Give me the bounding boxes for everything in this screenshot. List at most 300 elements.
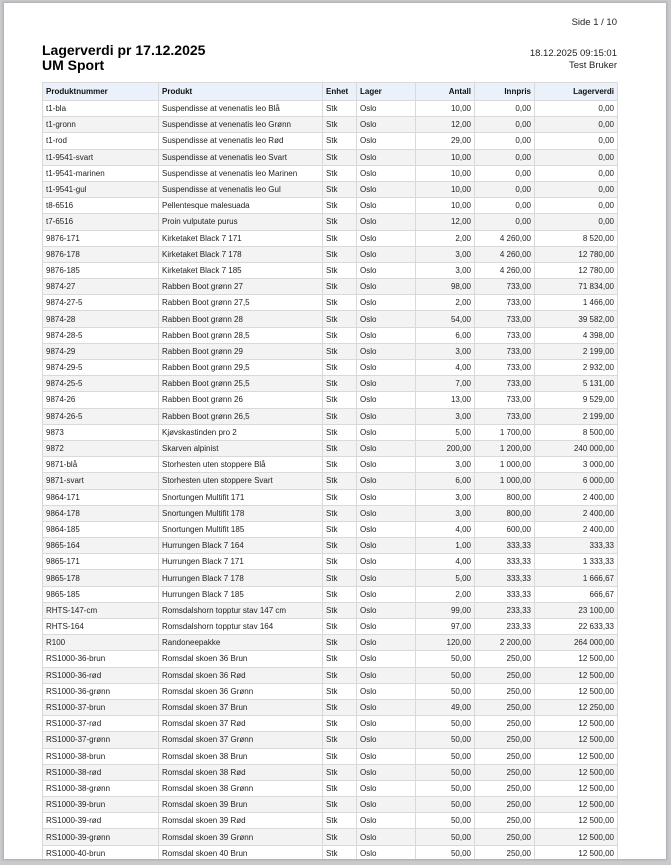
cell-antall: 3,00 — [416, 408, 475, 424]
table-row — [43, 198, 618, 214]
cell-lagerverdi: 12 500,00 — [535, 764, 618, 780]
cell-innpris: 250,00 — [475, 845, 535, 859]
cell-lagerverdi: 0,00 — [535, 165, 618, 181]
table-row — [43, 149, 618, 165]
cell-antall: 50,00 — [416, 813, 475, 829]
cell-produkt: Suspendisse at venenatis leo Marinen — [159, 165, 323, 181]
cell-enhet: Stk — [323, 554, 357, 570]
column-header-lager: Lager — [357, 83, 416, 101]
cell-antall: 49,00 — [416, 699, 475, 715]
cell-innpris: 250,00 — [475, 716, 535, 732]
report-title: Lagerverdi pr 17.12.2025 — [42, 42, 206, 58]
cell-produktnummer: 9865-185 — [43, 586, 159, 602]
cell-enhet: Stk — [323, 198, 357, 214]
table-row — [43, 408, 618, 424]
cell-lagerverdi: 0,00 — [535, 133, 618, 149]
cell-produktnummer: RHTS-164 — [43, 619, 159, 635]
cell-produktnummer: 9876-185 — [43, 262, 159, 278]
table-row — [43, 538, 618, 554]
cell-innpris: 333,33 — [475, 538, 535, 554]
cell-antall: 97,00 — [416, 619, 475, 635]
table-row — [43, 262, 618, 278]
cell-antall: 3,00 — [416, 343, 475, 359]
cell-lagerverdi: 8 520,00 — [535, 230, 618, 246]
cell-enhet: Stk — [323, 813, 357, 829]
table-row — [43, 667, 618, 683]
cell-lager: Oslo — [357, 619, 416, 635]
table-row — [43, 117, 618, 133]
cell-produktnummer: 9874-29 — [43, 343, 159, 359]
cell-produkt: Romsdal skoen 36 Brun — [159, 651, 323, 667]
cell-antall: 6,00 — [416, 327, 475, 343]
cell-lagerverdi: 12 500,00 — [535, 667, 618, 683]
cell-lager: Oslo — [357, 360, 416, 376]
cell-lager: Oslo — [357, 845, 416, 859]
cell-enhet: Stk — [323, 780, 357, 796]
cell-antall: 10,00 — [416, 165, 475, 181]
cell-produkt: Romsdal skoen 38 Brun — [159, 748, 323, 764]
cell-lagerverdi: 9 529,00 — [535, 392, 618, 408]
cell-produkt: Suspendisse at venenatis leo Rød — [159, 133, 323, 149]
cell-lager: Oslo — [357, 813, 416, 829]
cell-produktnummer: RS1000-38-rød — [43, 764, 159, 780]
cell-antall: 98,00 — [416, 279, 475, 295]
cell-lager: Oslo — [357, 602, 416, 618]
report-title-block — [42, 43, 205, 73]
cell-lager: Oslo — [357, 538, 416, 554]
table-row — [43, 845, 618, 859]
cell-produkt: Suspendisse at venenatis leo Gul — [159, 181, 323, 197]
cell-produktnummer: RHTS-147-cm — [43, 602, 159, 618]
cell-produktnummer: 9876-171 — [43, 230, 159, 246]
table-row — [43, 554, 618, 570]
cell-produktnummer: 9864-185 — [43, 521, 159, 537]
cell-innpris: 4 260,00 — [475, 246, 535, 262]
cell-enhet: Stk — [323, 424, 357, 440]
cell-produkt: Romsdal skoen 36 Grønn — [159, 683, 323, 699]
cell-antall: 50,00 — [416, 732, 475, 748]
cell-innpris: 1 000,00 — [475, 457, 535, 473]
cell-enhet: Stk — [323, 101, 357, 117]
cell-enhet: Stk — [323, 845, 357, 859]
cell-lager: Oslo — [357, 101, 416, 117]
cell-lager: Oslo — [357, 570, 416, 586]
cell-produkt: Romsdalshorn topptur stav 147 cm — [159, 602, 323, 618]
cell-innpris: 0,00 — [475, 198, 535, 214]
cell-antall: 6,00 — [416, 473, 475, 489]
cell-produktnummer: 9874-26-5 — [43, 408, 159, 424]
table-row — [43, 343, 618, 359]
cell-antall: 50,00 — [416, 716, 475, 732]
cell-produkt: Romsdal skoen 39 Grønn — [159, 829, 323, 845]
column-header-produkt: Produkt — [159, 83, 323, 101]
cell-antall: 3,00 — [416, 489, 475, 505]
cell-innpris: 733,00 — [475, 343, 535, 359]
table-row — [43, 473, 618, 489]
cell-innpris: 733,00 — [475, 376, 535, 392]
cell-enhet: Stk — [323, 635, 357, 651]
cell-lagerverdi: 12 500,00 — [535, 683, 618, 699]
cell-produktnummer: 9865-164 — [43, 538, 159, 554]
cell-antall: 50,00 — [416, 845, 475, 859]
cell-produkt: Suspendisse at venenatis leo Grønn — [159, 117, 323, 133]
cell-lagerverdi: 6 000,00 — [535, 473, 618, 489]
cell-lagerverdi: 0,00 — [535, 198, 618, 214]
cell-produktnummer: RS1000-37-grønn — [43, 732, 159, 748]
cell-enhet: Stk — [323, 343, 357, 359]
cell-produkt: Rabben Boot grønn 26,5 — [159, 408, 323, 424]
report-user: Test Bruker — [568, 59, 617, 71]
cell-lager: Oslo — [357, 748, 416, 764]
cell-lager: Oslo — [357, 133, 416, 149]
cell-produkt: Romsdal skoen 39 Rød — [159, 813, 323, 829]
cell-lagerverdi: 39 582,00 — [535, 311, 618, 327]
cell-produkt: Rabben Boot grønn 26 — [159, 392, 323, 408]
cell-produkt: Kirketaket Black 7 171 — [159, 230, 323, 246]
cell-antall: 1,00 — [416, 538, 475, 554]
cell-enhet: Stk — [323, 716, 357, 732]
table-row — [43, 732, 618, 748]
cell-lager: Oslo — [357, 165, 416, 181]
cell-antall: 10,00 — [416, 149, 475, 165]
cell-lagerverdi: 264 000,00 — [535, 635, 618, 651]
cell-innpris: 733,00 — [475, 392, 535, 408]
cell-produkt: Rabben Boot grønn 29,5 — [159, 360, 323, 376]
cell-innpris: 733,00 — [475, 279, 535, 295]
table-row — [43, 748, 618, 764]
cell-produkt: Storhesten uten stoppere Svart — [159, 473, 323, 489]
cell-produkt: Rabben Boot grønn 27 — [159, 279, 323, 295]
cell-antall: 2,00 — [416, 230, 475, 246]
cell-produktnummer: RS1000-36-brun — [43, 651, 159, 667]
cell-antall: 4,00 — [416, 360, 475, 376]
cell-enhet: Stk — [323, 489, 357, 505]
cell-lagerverdi: 666,67 — [535, 586, 618, 602]
cell-enhet: Stk — [323, 440, 357, 456]
cell-lager: Oslo — [357, 424, 416, 440]
cell-produktnummer: 9873 — [43, 424, 159, 440]
table-row — [43, 780, 618, 796]
cell-enhet: Stk — [323, 748, 357, 764]
cell-antall: 50,00 — [416, 748, 475, 764]
cell-enhet: Stk — [323, 505, 357, 521]
cell-lager: Oslo — [357, 683, 416, 699]
cell-innpris: 333,33 — [475, 586, 535, 602]
cell-produkt: Rabben Boot grønn 28 — [159, 311, 323, 327]
cell-produktnummer: 9865-178 — [43, 570, 159, 586]
cell-enhet: Stk — [323, 327, 357, 343]
cell-produktnummer: t1-9541-svart — [43, 149, 159, 165]
cell-lager: Oslo — [357, 279, 416, 295]
cell-produkt: Randoneepakke — [159, 635, 323, 651]
table-row — [43, 586, 618, 602]
cell-antall: 29,00 — [416, 133, 475, 149]
table-row — [43, 279, 618, 295]
cell-lagerverdi: 5 131,00 — [535, 376, 618, 392]
cell-innpris: 2 200,00 — [475, 635, 535, 651]
cell-produkt: Snortungen Multifit 178 — [159, 505, 323, 521]
cell-enhet: Stk — [323, 262, 357, 278]
cell-lager: Oslo — [357, 797, 416, 813]
table-row — [43, 797, 618, 813]
table-row — [43, 165, 618, 181]
table-row — [43, 246, 618, 262]
cell-lagerverdi: 4 398,00 — [535, 327, 618, 343]
table-row — [43, 813, 618, 829]
cell-antall: 10,00 — [416, 101, 475, 117]
cell-lager: Oslo — [357, 311, 416, 327]
cell-produktnummer: RS1000-38-grønn — [43, 780, 159, 796]
cell-produktnummer: RS1000-39-rød — [43, 813, 159, 829]
cell-produkt: Romsdal skoen 37 Rød — [159, 716, 323, 732]
cell-antall: 7,00 — [416, 376, 475, 392]
cell-produktnummer: 9874-27-5 — [43, 295, 159, 311]
cell-lagerverdi: 2 400,00 — [535, 505, 618, 521]
table-row — [43, 570, 618, 586]
cell-innpris: 250,00 — [475, 797, 535, 813]
cell-lagerverdi: 12 500,00 — [535, 797, 618, 813]
cell-lagerverdi: 0,00 — [535, 117, 618, 133]
cell-lager: Oslo — [357, 327, 416, 343]
cell-antall: 10,00 — [416, 198, 475, 214]
cell-produktnummer: 9874-28-5 — [43, 327, 159, 343]
cell-produkt: Romsdal skoen 38 Grønn — [159, 780, 323, 796]
cell-enhet: Stk — [323, 181, 357, 197]
cell-lager: Oslo — [357, 408, 416, 424]
cell-produkt: Skarven alpinist — [159, 440, 323, 456]
cell-enhet: Stk — [323, 699, 357, 715]
cell-antall: 99,00 — [416, 602, 475, 618]
cell-antall: 3,00 — [416, 262, 475, 278]
cell-lager: Oslo — [357, 457, 416, 473]
cell-enhet: Stk — [323, 586, 357, 602]
cell-antall: 3,00 — [416, 505, 475, 521]
cell-produktnummer: 9871-blå — [43, 457, 159, 473]
cell-lager: Oslo — [357, 829, 416, 845]
cell-innpris: 250,00 — [475, 699, 535, 715]
table-row — [43, 360, 618, 376]
report-meta — [530, 48, 617, 71]
cell-innpris: 733,00 — [475, 408, 535, 424]
cell-innpris: 800,00 — [475, 489, 535, 505]
cell-lager: Oslo — [357, 230, 416, 246]
cell-produktnummer: 9865-171 — [43, 554, 159, 570]
cell-antall: 10,00 — [416, 181, 475, 197]
cell-lagerverdi: 12 250,00 — [535, 699, 618, 715]
cell-innpris: 0,00 — [475, 181, 535, 197]
cell-produkt: Romsdalshorn topptur stav 164 — [159, 619, 323, 635]
cell-produktnummer: 9874-29-5 — [43, 360, 159, 376]
cell-enhet: Stk — [323, 619, 357, 635]
cell-produkt: Snortungen Multifit 185 — [159, 521, 323, 537]
table-body — [43, 101, 618, 860]
cell-enhet: Stk — [323, 311, 357, 327]
cell-lagerverdi: 240 000,00 — [535, 440, 618, 456]
table-row — [43, 829, 618, 845]
table-row — [43, 651, 618, 667]
cell-produktnummer: RS1000-37-brun — [43, 699, 159, 715]
cell-produktnummer: RS1000-36-grønn — [43, 683, 159, 699]
table-row — [43, 392, 618, 408]
cell-lager: Oslo — [357, 473, 416, 489]
cell-innpris: 0,00 — [475, 101, 535, 117]
cell-innpris: 333,33 — [475, 554, 535, 570]
cell-enhet: Stk — [323, 651, 357, 667]
table-row — [43, 440, 618, 456]
cell-innpris: 4 260,00 — [475, 230, 535, 246]
cell-antall: 50,00 — [416, 797, 475, 813]
cell-lager: Oslo — [357, 764, 416, 780]
cell-produktnummer: 9874-26 — [43, 392, 159, 408]
cell-lagerverdi: 12 500,00 — [535, 780, 618, 796]
cell-lager: Oslo — [357, 198, 416, 214]
cell-enhet: Stk — [323, 521, 357, 537]
cell-lager: Oslo — [357, 780, 416, 796]
cell-lager: Oslo — [357, 343, 416, 359]
cell-enhet: Stk — [323, 246, 357, 262]
cell-innpris: 1 000,00 — [475, 473, 535, 489]
cell-antall: 4,00 — [416, 521, 475, 537]
table-row — [43, 505, 618, 521]
cell-produkt: Romsdal skoen 40 Brun — [159, 845, 323, 859]
cell-innpris: 250,00 — [475, 764, 535, 780]
cell-innpris: 733,00 — [475, 311, 535, 327]
cell-antall: 54,00 — [416, 311, 475, 327]
cell-produkt: Kirketaket Black 7 178 — [159, 246, 323, 262]
cell-innpris: 233,33 — [475, 619, 535, 635]
cell-produktnummer: 9876-178 — [43, 246, 159, 262]
cell-enhet: Stk — [323, 295, 357, 311]
cell-innpris: 1 700,00 — [475, 424, 535, 440]
cell-lagerverdi: 2 932,00 — [535, 360, 618, 376]
cell-produkt: Rabben Boot grønn 27,5 — [159, 295, 323, 311]
cell-lagerverdi: 8 500,00 — [535, 424, 618, 440]
cell-lagerverdi: 0,00 — [535, 149, 618, 165]
cell-innpris: 250,00 — [475, 683, 535, 699]
cell-produkt: Hurrungen Black 7 171 — [159, 554, 323, 570]
cell-antall: 2,00 — [416, 586, 475, 602]
cell-produktnummer: RS1000-39-brun — [43, 797, 159, 813]
cell-lagerverdi: 12 500,00 — [535, 716, 618, 732]
cell-lagerverdi: 2 400,00 — [535, 521, 618, 537]
table-row — [43, 101, 618, 117]
cell-produkt: Hurrungen Black 7 164 — [159, 538, 323, 554]
cell-produktnummer: 9864-178 — [43, 505, 159, 521]
cell-lagerverdi: 12 500,00 — [535, 651, 618, 667]
cell-lagerverdi: 12 500,00 — [535, 732, 618, 748]
cell-lagerverdi: 0,00 — [535, 214, 618, 230]
cell-enhet: Stk — [323, 392, 357, 408]
cell-antall: 50,00 — [416, 683, 475, 699]
cell-lagerverdi: 12 500,00 — [535, 845, 618, 859]
cell-lagerverdi: 0,00 — [535, 101, 618, 117]
cell-enhet: Stk — [323, 376, 357, 392]
cell-produkt: Hurrungen Black 7 185 — [159, 586, 323, 602]
cell-produkt: Snortungen Multifit 171 — [159, 489, 323, 505]
cell-produktnummer: t1-rod — [43, 133, 159, 149]
cell-antall: 12,00 — [416, 214, 475, 230]
cell-innpris: 250,00 — [475, 732, 535, 748]
cell-enhet: Stk — [323, 473, 357, 489]
cell-innpris: 600,00 — [475, 521, 535, 537]
table-row — [43, 376, 618, 392]
cell-antall: 4,00 — [416, 554, 475, 570]
cell-produkt: Romsdal skoen 39 Brun — [159, 797, 323, 813]
cell-enhet: Stk — [323, 570, 357, 586]
table-row — [43, 489, 618, 505]
cell-innpris: 733,00 — [475, 327, 535, 343]
cell-lager: Oslo — [357, 586, 416, 602]
table-row — [43, 327, 618, 343]
column-header-enhet: Enhet — [323, 83, 357, 101]
cell-produkt: Hurrungen Black 7 178 — [159, 570, 323, 586]
table-row — [43, 602, 618, 618]
cell-antall: 50,00 — [416, 829, 475, 845]
cell-lagerverdi: 22 633,33 — [535, 619, 618, 635]
cell-produktnummer: RS1000-40-brun — [43, 845, 159, 859]
cell-innpris: 733,00 — [475, 360, 535, 376]
cell-innpris: 0,00 — [475, 165, 535, 181]
cell-produkt: Suspendisse at venenatis leo Svart — [159, 149, 323, 165]
cell-produkt: Suspendisse at venenatis leo Blå — [159, 101, 323, 117]
report-page — [4, 3, 666, 859]
cell-innpris: 0,00 — [475, 133, 535, 149]
cell-lagerverdi: 12 780,00 — [535, 262, 618, 278]
cell-lager: Oslo — [357, 732, 416, 748]
cell-produkt: Rabben Boot grønn 29 — [159, 343, 323, 359]
cell-enhet: Stk — [323, 279, 357, 295]
cell-innpris: 0,00 — [475, 214, 535, 230]
cell-antall: 50,00 — [416, 764, 475, 780]
cell-produktnummer: RS1000-36-rød — [43, 667, 159, 683]
cell-enhet: Stk — [323, 667, 357, 683]
cell-produktnummer: RS1000-38-brun — [43, 748, 159, 764]
cell-produkt: Kirketaket Black 7 185 — [159, 262, 323, 278]
cell-produktnummer: 9872 — [43, 440, 159, 456]
cell-enhet: Stk — [323, 764, 357, 780]
cell-lager: Oslo — [357, 246, 416, 262]
cell-enhet: Stk — [323, 683, 357, 699]
cell-antall: 50,00 — [416, 651, 475, 667]
cell-enhet: Stk — [323, 732, 357, 748]
cell-enhet: Stk — [323, 360, 357, 376]
cell-enhet: Stk — [323, 538, 357, 554]
cell-produkt: Rabben Boot grønn 25,5 — [159, 376, 323, 392]
cell-produkt: Storhesten uten stoppere Blå — [159, 457, 323, 473]
table-row — [43, 635, 618, 651]
table-row — [43, 764, 618, 780]
cell-antall: 12,00 — [416, 117, 475, 133]
generated-timestamp: 18.12.2025 09:15:01 — [529, 48, 617, 59]
cell-lager: Oslo — [357, 699, 416, 715]
cell-produktnummer: R100 — [43, 635, 159, 651]
page-indicator: Side 1 / 10 — [571, 17, 617, 28]
table-row — [43, 619, 618, 635]
cell-lagerverdi: 0,00 — [535, 181, 618, 197]
cell-antall: 50,00 — [416, 780, 475, 796]
cell-lager: Oslo — [357, 392, 416, 408]
cell-produkt: Romsdal skoen 38 Rød — [159, 764, 323, 780]
cell-produkt: Romsdal skoen 36 Rød — [159, 667, 323, 683]
cell-enhet: Stk — [323, 214, 357, 230]
cell-lagerverdi: 23 100,00 — [535, 602, 618, 618]
cell-enhet: Stk — [323, 457, 357, 473]
cell-antall: 3,00 — [416, 246, 475, 262]
cell-antall: 5,00 — [416, 570, 475, 586]
table-row — [43, 311, 618, 327]
cell-produktnummer: 9874-25-5 — [43, 376, 159, 392]
table-row — [43, 457, 618, 473]
